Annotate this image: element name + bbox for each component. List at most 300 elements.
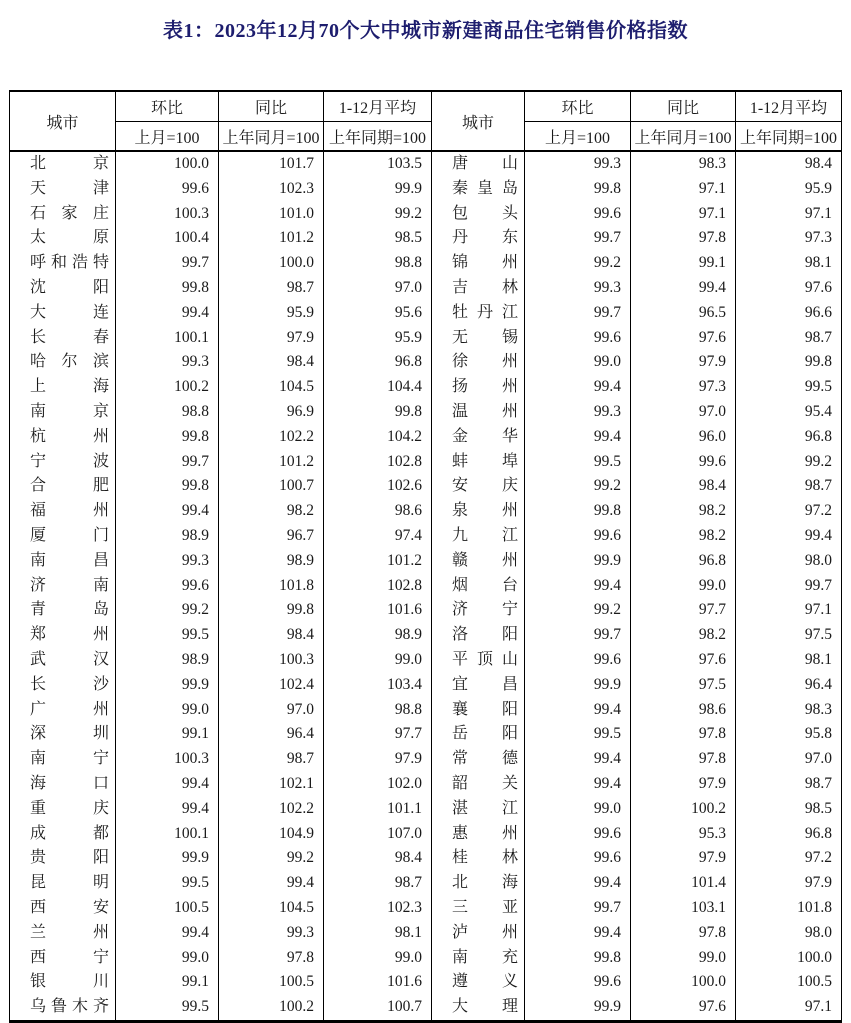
index-value-cell: 102.4 <box>219 673 324 698</box>
index-value-cell: 98.3 <box>736 698 842 723</box>
index-value-cell: 99.6 <box>525 202 631 227</box>
index-value-cell: 100.0 <box>631 970 736 995</box>
index-value-cell: 99.1 <box>116 722 219 747</box>
city-cell: 贵阳 <box>10 846 116 871</box>
city-cell: 洛阳 <box>432 623 525 648</box>
city-cell: 郑州 <box>10 623 116 648</box>
header-row-labels <box>10 91 842 122</box>
index-value-cell: 97.6 <box>631 326 736 351</box>
index-value-cell: 96.8 <box>324 350 432 375</box>
index-value-cell: 97.6 <box>631 995 736 1021</box>
index-value-cell: 97.9 <box>631 350 736 375</box>
index-value-cell: 97.8 <box>631 747 736 772</box>
index-value-cell: 102.3 <box>219 177 324 202</box>
table-row <box>10 524 842 549</box>
index-value-cell: 95.4 <box>736 400 842 425</box>
index-value-cell: 99.4 <box>525 747 631 772</box>
city-cell: 蚌埠 <box>432 450 525 475</box>
table-row <box>10 226 842 251</box>
index-value-cell: 99.7 <box>525 226 631 251</box>
index-value-cell: 101.2 <box>219 450 324 475</box>
index-value-cell: 99.7 <box>116 251 219 276</box>
index-value-cell: 100.4 <box>116 226 219 251</box>
index-value-cell: 97.1 <box>736 598 842 623</box>
city-cell: 无锡 <box>432 326 525 351</box>
index-value-cell: 99.0 <box>116 698 219 723</box>
index-value-cell: 101.1 <box>324 797 432 822</box>
header-avg-base-right: 上年同期=100 <box>736 122 842 152</box>
table-body <box>10 151 842 1021</box>
city-cell: 泸州 <box>432 921 525 946</box>
index-value-cell: 99.6 <box>116 574 219 599</box>
city-cell: 烟台 <box>432 574 525 599</box>
index-value-cell: 99.4 <box>525 698 631 723</box>
index-value-cell: 97.0 <box>219 698 324 723</box>
index-value-cell: 99.7 <box>116 450 219 475</box>
index-value-cell: 100.1 <box>116 822 219 847</box>
index-value-cell: 99.5 <box>116 871 219 896</box>
index-value-cell: 99.7 <box>525 896 631 921</box>
index-value-cell: 99.0 <box>525 350 631 375</box>
city-cell: 遵义 <box>432 970 525 995</box>
index-value-cell: 99.4 <box>631 276 736 301</box>
index-value-cell: 98.0 <box>736 921 842 946</box>
index-value-cell: 99.4 <box>736 524 842 549</box>
city-cell: 西安 <box>10 896 116 921</box>
index-value-cell: 99.0 <box>525 797 631 822</box>
index-value-cell: 101.2 <box>324 549 432 574</box>
table-row <box>10 400 842 425</box>
city-cell: 哈尔滨 <box>10 350 116 375</box>
index-value-cell: 97.6 <box>736 276 842 301</box>
table-row <box>10 871 842 896</box>
header-avg-left: 1-12月平均 <box>324 91 432 122</box>
index-value-cell: 101.8 <box>736 896 842 921</box>
index-value-cell: 96.4 <box>736 673 842 698</box>
index-value-cell: 97.2 <box>736 499 842 524</box>
city-cell: 广州 <box>10 698 116 723</box>
header-yoy-right: 同比 <box>631 91 736 122</box>
index-value-cell: 99.8 <box>525 499 631 524</box>
city-cell: 沈阳 <box>10 276 116 301</box>
index-value-cell: 99.3 <box>219 921 324 946</box>
index-value-cell: 97.9 <box>631 846 736 871</box>
city-cell: 襄阳 <box>432 698 525 723</box>
index-value-cell: 99.4 <box>116 772 219 797</box>
index-value-cell: 104.5 <box>219 375 324 400</box>
index-value-cell: 99.6 <box>525 822 631 847</box>
index-value-cell: 99.9 <box>525 673 631 698</box>
index-value-cell: 107.0 <box>324 822 432 847</box>
index-value-cell: 99.8 <box>116 474 219 499</box>
index-value-cell: 101.7 <box>219 151 324 177</box>
index-value-cell: 98.4 <box>219 623 324 648</box>
city-cell: 包头 <box>432 202 525 227</box>
city-cell: 三亚 <box>432 896 525 921</box>
index-value-cell: 98.4 <box>324 846 432 871</box>
index-value-cell: 103.4 <box>324 673 432 698</box>
index-value-cell: 98.1 <box>736 251 842 276</box>
header-yoy-base-right: 上年同月=100 <box>631 122 736 152</box>
city-cell: 北京 <box>10 151 116 177</box>
index-value-cell: 97.9 <box>631 772 736 797</box>
index-value-cell: 98.4 <box>219 350 324 375</box>
index-value-cell: 99.4 <box>116 921 219 946</box>
index-value-cell: 97.0 <box>736 747 842 772</box>
city-cell: 宜昌 <box>432 673 525 698</box>
index-value-cell: 103.1 <box>631 896 736 921</box>
index-value-cell: 98.2 <box>631 623 736 648</box>
index-value-cell: 97.0 <box>631 400 736 425</box>
city-cell: 大理 <box>432 995 525 1021</box>
index-value-cell: 95.9 <box>736 177 842 202</box>
index-value-cell: 99.2 <box>116 598 219 623</box>
table-row <box>10 549 842 574</box>
index-value-cell: 102.0 <box>324 772 432 797</box>
index-value-cell: 99.0 <box>631 946 736 971</box>
city-cell: 天津 <box>10 177 116 202</box>
city-cell: 常德 <box>432 747 525 772</box>
index-value-cell: 99.9 <box>116 846 219 871</box>
index-value-cell: 97.1 <box>631 202 736 227</box>
index-value-cell: 97.9 <box>324 747 432 772</box>
city-cell: 北海 <box>432 871 525 896</box>
city-cell: 南昌 <box>10 549 116 574</box>
index-value-cell: 98.4 <box>631 474 736 499</box>
index-value-cell: 100.0 <box>219 251 324 276</box>
index-value-cell: 99.6 <box>525 648 631 673</box>
index-value-cell: 98.2 <box>631 524 736 549</box>
index-value-cell: 101.2 <box>219 226 324 251</box>
index-value-cell: 96.8 <box>736 822 842 847</box>
index-value-cell: 99.0 <box>631 574 736 599</box>
table-row <box>10 474 842 499</box>
index-value-cell: 99.3 <box>525 151 631 177</box>
index-value-cell: 99.4 <box>525 772 631 797</box>
index-value-cell: 98.6 <box>324 499 432 524</box>
index-value-cell: 99.8 <box>736 350 842 375</box>
city-cell: 宁波 <box>10 450 116 475</box>
city-cell: 南宁 <box>10 747 116 772</box>
city-cell: 呼和浩特 <box>10 251 116 276</box>
city-cell: 岳阳 <box>432 722 525 747</box>
city-cell: 武汉 <box>10 648 116 673</box>
index-value-cell: 98.0 <box>736 549 842 574</box>
table-row <box>10 995 842 1021</box>
city-cell: 乌鲁木齐 <box>10 995 116 1021</box>
index-value-cell: 98.6 <box>631 698 736 723</box>
index-value-cell: 99.0 <box>324 946 432 971</box>
index-value-cell: 99.8 <box>116 276 219 301</box>
index-value-cell: 99.8 <box>525 177 631 202</box>
index-value-cell: 100.3 <box>219 648 324 673</box>
index-value-cell: 99.6 <box>525 326 631 351</box>
table-row <box>10 797 842 822</box>
index-value-cell: 99.7 <box>525 301 631 326</box>
index-value-cell: 97.7 <box>631 598 736 623</box>
index-value-cell: 98.7 <box>736 772 842 797</box>
index-value-cell: 98.7 <box>324 871 432 896</box>
index-value-cell: 98.8 <box>324 698 432 723</box>
index-value-cell: 102.1 <box>219 772 324 797</box>
index-value-cell: 96.5 <box>631 301 736 326</box>
city-cell: 锦州 <box>432 251 525 276</box>
index-value-cell: 100.0 <box>116 151 219 177</box>
city-cell: 泉州 <box>432 499 525 524</box>
city-cell: 兰州 <box>10 921 116 946</box>
table-row <box>10 598 842 623</box>
index-value-cell: 97.1 <box>631 177 736 202</box>
index-value-cell: 99.1 <box>116 970 219 995</box>
city-cell: 南充 <box>432 946 525 971</box>
index-value-cell: 98.9 <box>219 549 324 574</box>
table-row <box>10 151 842 177</box>
city-cell: 秦皇岛 <box>432 177 525 202</box>
index-value-cell: 97.6 <box>631 648 736 673</box>
index-value-cell: 100.2 <box>219 995 324 1021</box>
table-row <box>10 301 842 326</box>
index-value-cell: 104.2 <box>324 425 432 450</box>
table-row <box>10 896 842 921</box>
index-value-cell: 102.2 <box>219 797 324 822</box>
index-value-cell: 101.4 <box>631 871 736 896</box>
index-value-cell: 103.5 <box>324 151 432 177</box>
index-value-cell: 98.9 <box>116 648 219 673</box>
index-value-cell: 99.0 <box>324 648 432 673</box>
table-row <box>10 822 842 847</box>
index-value-cell: 104.9 <box>219 822 324 847</box>
index-value-cell: 102.6 <box>324 474 432 499</box>
index-value-cell: 98.8 <box>324 251 432 276</box>
index-value-cell: 99.6 <box>116 177 219 202</box>
index-value-cell: 97.5 <box>736 623 842 648</box>
city-cell: 深圳 <box>10 722 116 747</box>
table-row <box>10 747 842 772</box>
index-value-cell: 99.9 <box>525 549 631 574</box>
index-value-cell: 104.4 <box>324 375 432 400</box>
index-value-cell: 99.2 <box>525 598 631 623</box>
index-value-cell: 97.9 <box>219 326 324 351</box>
index-value-cell: 98.9 <box>324 623 432 648</box>
city-cell: 上海 <box>10 375 116 400</box>
index-value-cell: 95.9 <box>219 301 324 326</box>
index-value-cell: 97.1 <box>736 995 842 1021</box>
table-header <box>10 91 842 151</box>
header-yoy-left: 同比 <box>219 91 324 122</box>
table-row <box>10 177 842 202</box>
city-cell: 重庆 <box>10 797 116 822</box>
city-cell: 昆明 <box>10 871 116 896</box>
index-value-cell: 98.2 <box>219 499 324 524</box>
city-cell: 大连 <box>10 301 116 326</box>
city-cell: 桂林 <box>432 846 525 871</box>
index-value-cell: 99.3 <box>525 276 631 301</box>
index-value-cell: 98.9 <box>116 524 219 549</box>
index-value-cell: 101.0 <box>219 202 324 227</box>
city-cell: 杭州 <box>10 425 116 450</box>
index-value-cell: 98.7 <box>736 326 842 351</box>
index-value-cell: 99.9 <box>525 995 631 1021</box>
table-row <box>10 846 842 871</box>
city-cell: 西宁 <box>10 946 116 971</box>
header-city-right: 城市 <box>432 91 525 151</box>
city-cell: 济南 <box>10 574 116 599</box>
index-value-cell: 102.8 <box>324 574 432 599</box>
index-value-cell: 99.5 <box>736 375 842 400</box>
table-row <box>10 722 842 747</box>
index-value-cell: 98.2 <box>631 499 736 524</box>
city-cell: 济宁 <box>432 598 525 623</box>
index-value-cell: 101.6 <box>324 970 432 995</box>
index-value-cell: 99.4 <box>525 574 631 599</box>
index-value-cell: 99.7 <box>736 574 842 599</box>
index-value-cell: 97.3 <box>736 226 842 251</box>
index-value-cell: 97.4 <box>324 524 432 549</box>
index-value-cell: 99.6 <box>525 846 631 871</box>
table-row <box>10 946 842 971</box>
city-cell: 南京 <box>10 400 116 425</box>
price-index-table <box>9 90 842 1023</box>
index-value-cell: 99.4 <box>525 871 631 896</box>
header-city-left: 城市 <box>10 91 116 151</box>
index-value-cell: 100.1 <box>116 326 219 351</box>
index-value-cell: 96.0 <box>631 425 736 450</box>
index-value-cell: 99.5 <box>116 995 219 1021</box>
city-cell: 惠州 <box>432 822 525 847</box>
index-value-cell: 99.4 <box>525 425 631 450</box>
table-row <box>10 375 842 400</box>
header-avg-base-left: 上年同期=100 <box>324 122 432 152</box>
index-value-cell: 100.5 <box>736 970 842 995</box>
city-cell: 唐山 <box>432 151 525 177</box>
index-value-cell: 102.8 <box>324 450 432 475</box>
index-value-cell: 99.3 <box>525 400 631 425</box>
index-value-cell: 97.0 <box>324 276 432 301</box>
table-row <box>10 276 842 301</box>
city-cell: 金华 <box>432 425 525 450</box>
index-value-cell: 99.4 <box>116 499 219 524</box>
index-value-cell: 96.9 <box>219 400 324 425</box>
index-value-cell: 99.4 <box>219 871 324 896</box>
index-value-cell: 97.8 <box>631 226 736 251</box>
index-value-cell: 99.2 <box>525 474 631 499</box>
table-row <box>10 648 842 673</box>
city-cell: 韶关 <box>432 772 525 797</box>
index-value-cell: 97.1 <box>736 202 842 227</box>
index-value-cell: 99.9 <box>116 673 219 698</box>
index-value-cell: 95.3 <box>631 822 736 847</box>
index-value-cell: 98.7 <box>219 747 324 772</box>
city-cell: 青岛 <box>10 598 116 623</box>
index-value-cell: 97.5 <box>631 673 736 698</box>
index-value-cell: 98.7 <box>736 474 842 499</box>
index-value-cell: 100.2 <box>631 797 736 822</box>
city-cell: 福州 <box>10 499 116 524</box>
city-cell: 徐州 <box>432 350 525 375</box>
header-mom-left: 环比 <box>116 91 219 122</box>
index-value-cell: 101.8 <box>219 574 324 599</box>
table-row <box>10 499 842 524</box>
index-value-cell: 98.7 <box>219 276 324 301</box>
index-value-cell: 99.5 <box>525 722 631 747</box>
index-value-cell: 100.5 <box>116 896 219 921</box>
header-mom-right: 环比 <box>525 91 631 122</box>
table-row <box>10 673 842 698</box>
index-value-cell: 99.1 <box>631 251 736 276</box>
index-value-cell: 104.5 <box>219 896 324 921</box>
city-cell: 合肥 <box>10 474 116 499</box>
index-value-cell: 99.2 <box>525 251 631 276</box>
city-cell: 丹东 <box>432 226 525 251</box>
index-value-cell: 97.7 <box>324 722 432 747</box>
table-row <box>10 772 842 797</box>
index-value-cell: 102.2 <box>219 425 324 450</box>
index-value-cell: 99.5 <box>525 450 631 475</box>
index-value-cell: 98.1 <box>324 921 432 946</box>
table-row <box>10 425 842 450</box>
index-value-cell: 98.5 <box>324 226 432 251</box>
index-value-cell: 99.9 <box>324 177 432 202</box>
index-value-cell: 99.6 <box>631 450 736 475</box>
index-value-cell: 100.7 <box>219 474 324 499</box>
city-cell: 长沙 <box>10 673 116 698</box>
index-value-cell: 95.8 <box>736 722 842 747</box>
city-cell: 扬州 <box>432 375 525 400</box>
index-value-cell: 99.2 <box>736 450 842 475</box>
index-value-cell: 97.3 <box>631 375 736 400</box>
header-mom-base-left: 上月=100 <box>116 122 219 152</box>
index-value-cell: 99.6 <box>525 970 631 995</box>
index-value-cell: 97.2 <box>736 846 842 871</box>
index-value-cell: 99.6 <box>525 524 631 549</box>
city-cell: 厦门 <box>10 524 116 549</box>
index-value-cell: 99.4 <box>525 921 631 946</box>
index-value-cell: 97.8 <box>219 946 324 971</box>
city-cell: 牡丹江 <box>432 301 525 326</box>
header-avg-right: 1-12月平均 <box>736 91 842 122</box>
index-value-cell: 99.2 <box>324 202 432 227</box>
city-cell: 赣州 <box>432 549 525 574</box>
city-cell: 安庆 <box>432 474 525 499</box>
table-row <box>10 202 842 227</box>
index-value-cell: 98.4 <box>736 151 842 177</box>
table-row <box>10 326 842 351</box>
index-value-cell: 96.4 <box>219 722 324 747</box>
table-row <box>10 251 842 276</box>
index-value-cell: 100.7 <box>324 995 432 1021</box>
index-value-cell: 100.5 <box>219 970 324 995</box>
index-value-cell: 102.3 <box>324 896 432 921</box>
index-value-cell: 96.7 <box>219 524 324 549</box>
index-value-cell: 96.8 <box>736 425 842 450</box>
city-cell: 吉林 <box>432 276 525 301</box>
index-value-cell: 96.6 <box>736 301 842 326</box>
city-cell: 太原 <box>10 226 116 251</box>
header-yoy-base-left: 上年同月=100 <box>219 122 324 152</box>
index-value-cell: 98.5 <box>736 797 842 822</box>
city-cell: 长春 <box>10 326 116 351</box>
index-value-cell: 98.3 <box>631 151 736 177</box>
table-row <box>10 921 842 946</box>
index-value-cell: 99.2 <box>219 846 324 871</box>
index-value-cell: 99.4 <box>116 797 219 822</box>
table-row <box>10 450 842 475</box>
city-cell: 湛江 <box>432 797 525 822</box>
index-value-cell: 99.7 <box>525 623 631 648</box>
index-value-cell: 100.3 <box>116 202 219 227</box>
header-mom-base-right: 上月=100 <box>525 122 631 152</box>
city-cell: 银川 <box>10 970 116 995</box>
